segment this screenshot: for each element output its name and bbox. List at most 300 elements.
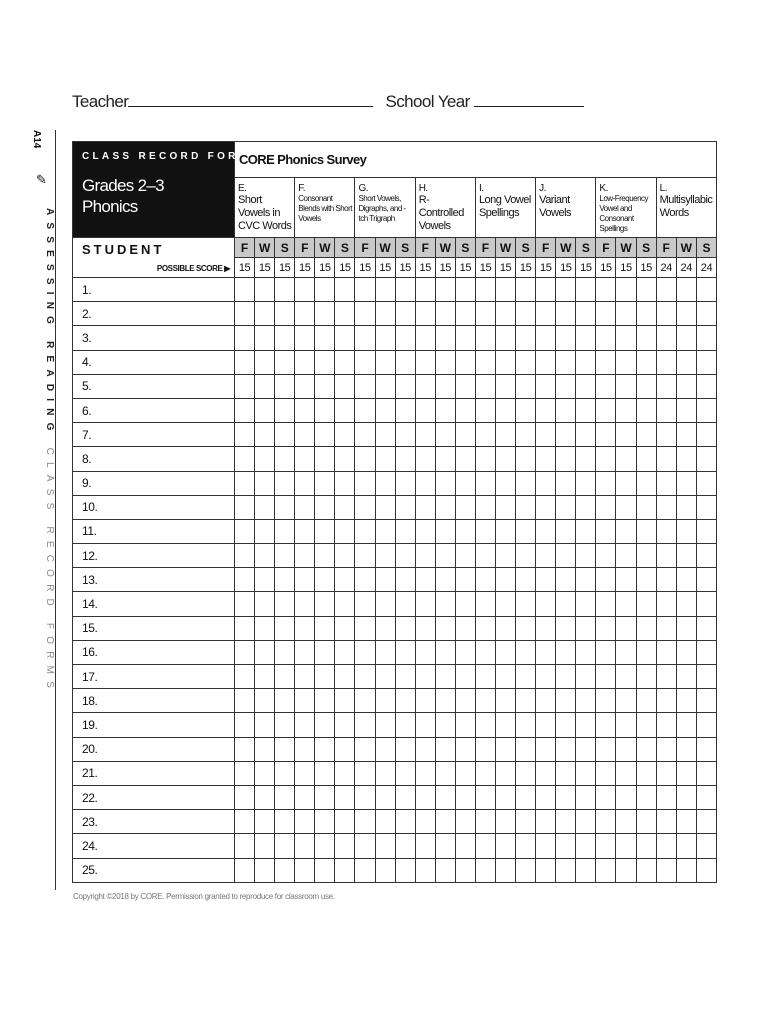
score-entry-cell[interactable] (656, 495, 676, 519)
score-entry-cell[interactable] (475, 834, 495, 858)
score-entry-cell[interactable] (656, 398, 676, 422)
score-entry-cell[interactable] (496, 689, 516, 713)
score-entry-cell[interactable] (536, 302, 556, 326)
score-entry-cell[interactable] (636, 616, 656, 640)
score-entry-cell[interactable] (516, 447, 536, 471)
score-entry-cell[interactable] (395, 665, 415, 689)
score-entry-cell[interactable] (335, 665, 355, 689)
score-entry-cell[interactable] (415, 447, 435, 471)
score-entry-cell[interactable] (355, 495, 375, 519)
score-entry-cell[interactable] (536, 278, 556, 302)
score-entry-cell[interactable] (696, 447, 716, 471)
score-entry-cell[interactable] (676, 423, 696, 447)
score-entry-cell[interactable] (636, 398, 656, 422)
score-entry-cell[interactable] (475, 592, 495, 616)
score-entry-cell[interactable] (616, 278, 636, 302)
score-entry-cell[interactable] (536, 447, 556, 471)
score-entry-cell[interactable] (656, 761, 676, 785)
score-entry-cell[interactable] (415, 592, 435, 616)
score-entry-cell[interactable] (415, 495, 435, 519)
score-entry-cell[interactable] (576, 785, 596, 809)
score-entry-cell[interactable] (496, 471, 516, 495)
score-entry-cell[interactable] (516, 423, 536, 447)
score-entry-cell[interactable] (616, 640, 636, 664)
score-entry-cell[interactable] (496, 810, 516, 834)
score-entry-cell[interactable] (235, 834, 255, 858)
score-entry-cell[interactable] (536, 737, 556, 761)
score-entry-cell[interactable] (536, 858, 556, 882)
score-entry-cell[interactable] (275, 592, 295, 616)
score-entry-cell[interactable] (656, 616, 676, 640)
score-entry-cell[interactable] (475, 568, 495, 592)
score-entry-cell[interactable] (516, 665, 536, 689)
score-entry-cell[interactable] (295, 374, 315, 398)
student-name-cell[interactable]: 23. (73, 810, 235, 834)
score-entry-cell[interactable] (516, 785, 536, 809)
score-entry-cell[interactable] (516, 544, 536, 568)
score-entry-cell[interactable] (596, 278, 616, 302)
score-entry-cell[interactable] (315, 350, 335, 374)
score-entry-cell[interactable] (556, 761, 576, 785)
score-entry-cell[interactable] (596, 810, 616, 834)
score-entry-cell[interactable] (395, 495, 415, 519)
score-entry-cell[interactable] (335, 374, 355, 398)
score-entry-cell[interactable] (576, 471, 596, 495)
score-entry-cell[interactable] (496, 544, 516, 568)
score-entry-cell[interactable] (355, 398, 375, 422)
score-entry-cell[interactable] (355, 374, 375, 398)
score-entry-cell[interactable] (616, 616, 636, 640)
score-entry-cell[interactable] (375, 858, 395, 882)
score-entry-cell[interactable] (235, 810, 255, 834)
score-entry-cell[interactable] (395, 544, 415, 568)
score-entry-cell[interactable] (616, 398, 636, 422)
score-entry-cell[interactable] (415, 544, 435, 568)
score-entry-cell[interactable] (596, 568, 616, 592)
score-entry-cell[interactable] (315, 423, 335, 447)
score-entry-cell[interactable] (375, 326, 395, 350)
score-entry-cell[interactable] (556, 495, 576, 519)
score-entry-cell[interactable] (295, 544, 315, 568)
score-entry-cell[interactable] (656, 568, 676, 592)
score-entry-cell[interactable] (455, 471, 475, 495)
score-entry-cell[interactable] (335, 640, 355, 664)
score-entry-cell[interactable] (676, 350, 696, 374)
score-entry-cell[interactable] (255, 447, 275, 471)
score-entry-cell[interactable] (375, 350, 395, 374)
score-entry-cell[interactable] (275, 640, 295, 664)
score-entry-cell[interactable] (516, 495, 536, 519)
score-entry-cell[interactable] (556, 350, 576, 374)
score-entry-cell[interactable] (255, 495, 275, 519)
score-entry-cell[interactable] (375, 665, 395, 689)
score-entry-cell[interactable] (235, 665, 255, 689)
score-entry-cell[interactable] (616, 689, 636, 713)
score-entry-cell[interactable] (656, 302, 676, 326)
score-entry-cell[interactable] (295, 785, 315, 809)
score-entry-cell[interactable] (455, 810, 475, 834)
score-entry-cell[interactable] (255, 737, 275, 761)
student-name-cell[interactable]: 6. (73, 398, 235, 422)
score-entry-cell[interactable] (315, 302, 335, 326)
score-entry-cell[interactable] (315, 785, 335, 809)
student-name-cell[interactable]: 2. (73, 302, 235, 326)
score-entry-cell[interactable] (576, 568, 596, 592)
score-entry-cell[interactable] (576, 423, 596, 447)
score-entry-cell[interactable] (556, 302, 576, 326)
score-entry-cell[interactable] (415, 858, 435, 882)
score-entry-cell[interactable] (676, 278, 696, 302)
score-entry-cell[interactable] (696, 737, 716, 761)
score-entry-cell[interactable] (375, 689, 395, 713)
score-entry-cell[interactable] (475, 471, 495, 495)
score-entry-cell[interactable] (235, 495, 255, 519)
score-entry-cell[interactable] (335, 592, 355, 616)
score-entry-cell[interactable] (496, 592, 516, 616)
score-entry-cell[interactable] (395, 302, 415, 326)
score-entry-cell[interactable] (596, 374, 616, 398)
score-entry-cell[interactable] (355, 519, 375, 543)
score-entry-cell[interactable] (395, 616, 415, 640)
score-entry-cell[interactable] (355, 689, 375, 713)
score-entry-cell[interactable] (235, 278, 255, 302)
score-entry-cell[interactable] (335, 302, 355, 326)
score-entry-cell[interactable] (455, 592, 475, 616)
score-entry-cell[interactable] (596, 713, 616, 737)
score-entry-cell[interactable] (235, 302, 255, 326)
score-entry-cell[interactable] (496, 665, 516, 689)
score-entry-cell[interactable] (536, 326, 556, 350)
score-entry-cell[interactable] (275, 616, 295, 640)
score-entry-cell[interactable] (275, 544, 295, 568)
score-entry-cell[interactable] (576, 834, 596, 858)
score-entry-cell[interactable] (596, 423, 616, 447)
score-entry-cell[interactable] (315, 761, 335, 785)
score-entry-cell[interactable] (455, 689, 475, 713)
score-entry-cell[interactable] (636, 544, 656, 568)
score-entry-cell[interactable] (496, 761, 516, 785)
score-entry-cell[interactable] (255, 785, 275, 809)
score-entry-cell[interactable] (335, 568, 355, 592)
score-entry-cell[interactable] (636, 302, 656, 326)
score-entry-cell[interactable] (475, 350, 495, 374)
score-entry-cell[interactable] (676, 519, 696, 543)
score-entry-cell[interactable] (355, 665, 375, 689)
score-entry-cell[interactable] (696, 785, 716, 809)
score-entry-cell[interactable] (676, 761, 696, 785)
score-entry-cell[interactable] (676, 737, 696, 761)
score-entry-cell[interactable] (335, 713, 355, 737)
score-entry-cell[interactable] (315, 471, 335, 495)
score-entry-cell[interactable] (536, 616, 556, 640)
score-entry-cell[interactable] (415, 398, 435, 422)
score-entry-cell[interactable] (395, 374, 415, 398)
score-entry-cell[interactable] (435, 689, 455, 713)
score-entry-cell[interactable] (315, 326, 335, 350)
score-entry-cell[interactable] (475, 447, 495, 471)
score-entry-cell[interactable] (516, 326, 536, 350)
score-entry-cell[interactable] (536, 471, 556, 495)
score-entry-cell[interactable] (355, 640, 375, 664)
score-entry-cell[interactable] (395, 423, 415, 447)
student-name-cell[interactable]: 24. (73, 834, 235, 858)
score-entry-cell[interactable] (455, 568, 475, 592)
score-entry-cell[interactable] (335, 278, 355, 302)
student-name-cell[interactable]: 20. (73, 737, 235, 761)
score-entry-cell[interactable] (415, 737, 435, 761)
score-entry-cell[interactable] (395, 592, 415, 616)
score-entry-cell[interactable] (275, 519, 295, 543)
score-entry-cell[interactable] (516, 398, 536, 422)
score-entry-cell[interactable] (295, 495, 315, 519)
score-entry-cell[interactable] (636, 374, 656, 398)
score-entry-cell[interactable] (235, 640, 255, 664)
score-entry-cell[interactable] (415, 471, 435, 495)
score-entry-cell[interactable] (435, 737, 455, 761)
score-entry-cell[interactable] (355, 810, 375, 834)
score-entry-cell[interactable] (275, 689, 295, 713)
score-entry-cell[interactable] (676, 713, 696, 737)
score-entry-cell[interactable] (335, 544, 355, 568)
teacher-blank[interactable] (128, 106, 373, 107)
score-entry-cell[interactable] (275, 785, 295, 809)
score-entry-cell[interactable] (576, 858, 596, 882)
score-entry-cell[interactable] (375, 447, 395, 471)
score-entry-cell[interactable] (235, 447, 255, 471)
score-entry-cell[interactable] (496, 640, 516, 664)
score-entry-cell[interactable] (676, 471, 696, 495)
score-entry-cell[interactable] (295, 616, 315, 640)
score-entry-cell[interactable] (255, 302, 275, 326)
score-entry-cell[interactable] (636, 640, 656, 664)
score-entry-cell[interactable] (395, 834, 415, 858)
score-entry-cell[interactable] (255, 423, 275, 447)
score-entry-cell[interactable] (355, 350, 375, 374)
score-entry-cell[interactable] (455, 544, 475, 568)
score-entry-cell[interactable] (556, 519, 576, 543)
score-entry-cell[interactable] (415, 785, 435, 809)
score-entry-cell[interactable] (335, 326, 355, 350)
score-entry-cell[interactable] (275, 834, 295, 858)
score-entry-cell[interactable] (496, 302, 516, 326)
score-entry-cell[interactable] (275, 350, 295, 374)
score-entry-cell[interactable] (556, 374, 576, 398)
score-entry-cell[interactable] (455, 423, 475, 447)
score-entry-cell[interactable] (375, 278, 395, 302)
score-entry-cell[interactable] (415, 278, 435, 302)
score-entry-cell[interactable] (315, 447, 335, 471)
score-entry-cell[interactable] (375, 592, 395, 616)
score-entry-cell[interactable] (375, 398, 395, 422)
score-entry-cell[interactable] (676, 568, 696, 592)
score-entry-cell[interactable] (475, 640, 495, 664)
score-entry-cell[interactable] (616, 495, 636, 519)
score-entry-cell[interactable] (556, 689, 576, 713)
score-entry-cell[interactable] (295, 640, 315, 664)
score-entry-cell[interactable] (415, 616, 435, 640)
score-entry-cell[interactable] (676, 544, 696, 568)
score-entry-cell[interactable] (415, 834, 435, 858)
score-entry-cell[interactable] (656, 471, 676, 495)
score-entry-cell[interactable] (455, 761, 475, 785)
score-entry-cell[interactable] (415, 350, 435, 374)
score-entry-cell[interactable] (315, 665, 335, 689)
score-entry-cell[interactable] (556, 834, 576, 858)
score-entry-cell[interactable] (275, 278, 295, 302)
score-entry-cell[interactable] (616, 761, 636, 785)
score-entry-cell[interactable] (676, 302, 696, 326)
score-entry-cell[interactable] (536, 423, 556, 447)
student-name-cell[interactable]: 1. (73, 278, 235, 302)
score-entry-cell[interactable] (536, 374, 556, 398)
score-entry-cell[interactable] (435, 834, 455, 858)
score-entry-cell[interactable] (255, 544, 275, 568)
student-name-cell[interactable]: 15. (73, 616, 235, 640)
score-entry-cell[interactable] (696, 302, 716, 326)
score-entry-cell[interactable] (455, 519, 475, 543)
score-entry-cell[interactable] (596, 495, 616, 519)
score-entry-cell[interactable] (696, 665, 716, 689)
score-entry-cell[interactable] (295, 737, 315, 761)
score-entry-cell[interactable] (355, 737, 375, 761)
score-entry-cell[interactable] (315, 834, 335, 858)
score-entry-cell[interactable] (295, 834, 315, 858)
score-entry-cell[interactable] (295, 423, 315, 447)
score-entry-cell[interactable] (355, 423, 375, 447)
score-entry-cell[interactable] (596, 761, 616, 785)
score-entry-cell[interactable] (355, 278, 375, 302)
score-entry-cell[interactable] (235, 568, 255, 592)
score-entry-cell[interactable] (576, 374, 596, 398)
score-entry-cell[interactable] (435, 785, 455, 809)
score-entry-cell[interactable] (355, 592, 375, 616)
score-entry-cell[interactable] (556, 858, 576, 882)
score-entry-cell[interactable] (275, 761, 295, 785)
student-name-cell[interactable]: 16. (73, 640, 235, 664)
score-entry-cell[interactable] (435, 858, 455, 882)
score-entry-cell[interactable] (275, 374, 295, 398)
score-entry-cell[interactable] (375, 471, 395, 495)
score-entry-cell[interactable] (395, 737, 415, 761)
score-entry-cell[interactable] (696, 689, 716, 713)
score-entry-cell[interactable] (475, 689, 495, 713)
score-entry-cell[interactable] (295, 858, 315, 882)
score-entry-cell[interactable] (696, 592, 716, 616)
score-entry-cell[interactable] (636, 592, 656, 616)
score-entry-cell[interactable] (536, 495, 556, 519)
score-entry-cell[interactable] (616, 568, 636, 592)
score-entry-cell[interactable] (335, 616, 355, 640)
score-entry-cell[interactable] (656, 592, 676, 616)
score-entry-cell[interactable] (696, 398, 716, 422)
student-name-cell[interactable]: 14. (73, 592, 235, 616)
score-entry-cell[interactable] (355, 302, 375, 326)
score-entry-cell[interactable] (656, 665, 676, 689)
score-entry-cell[interactable] (455, 737, 475, 761)
score-entry-cell[interactable] (496, 447, 516, 471)
score-entry-cell[interactable] (576, 495, 596, 519)
score-entry-cell[interactable] (275, 326, 295, 350)
score-entry-cell[interactable] (335, 834, 355, 858)
score-entry-cell[interactable] (536, 519, 556, 543)
score-entry-cell[interactable] (395, 447, 415, 471)
score-entry-cell[interactable] (355, 761, 375, 785)
score-entry-cell[interactable] (596, 616, 616, 640)
score-entry-cell[interactable] (596, 834, 616, 858)
score-entry-cell[interactable] (395, 278, 415, 302)
score-entry-cell[interactable] (355, 858, 375, 882)
score-entry-cell[interactable] (596, 302, 616, 326)
score-entry-cell[interactable] (335, 495, 355, 519)
school-year-blank[interactable] (474, 106, 584, 107)
score-entry-cell[interactable] (616, 592, 636, 616)
score-entry-cell[interactable] (295, 302, 315, 326)
score-entry-cell[interactable] (475, 495, 495, 519)
score-entry-cell[interactable] (656, 737, 676, 761)
score-entry-cell[interactable] (596, 640, 616, 664)
score-entry-cell[interactable] (516, 302, 536, 326)
score-entry-cell[interactable] (556, 326, 576, 350)
score-entry-cell[interactable] (455, 713, 475, 737)
score-entry-cell[interactable] (496, 785, 516, 809)
score-entry-cell[interactable] (496, 737, 516, 761)
score-entry-cell[interactable] (455, 495, 475, 519)
score-entry-cell[interactable] (596, 665, 616, 689)
score-entry-cell[interactable] (556, 592, 576, 616)
score-entry-cell[interactable] (596, 592, 616, 616)
score-entry-cell[interactable] (395, 640, 415, 664)
score-entry-cell[interactable] (275, 568, 295, 592)
score-entry-cell[interactable] (516, 640, 536, 664)
score-entry-cell[interactable] (395, 471, 415, 495)
score-entry-cell[interactable] (335, 519, 355, 543)
score-entry-cell[interactable] (676, 785, 696, 809)
score-entry-cell[interactable] (576, 350, 596, 374)
score-entry-cell[interactable] (475, 278, 495, 302)
score-entry-cell[interactable] (375, 834, 395, 858)
score-entry-cell[interactable] (435, 423, 455, 447)
score-entry-cell[interactable] (475, 737, 495, 761)
score-entry-cell[interactable] (455, 616, 475, 640)
score-entry-cell[interactable] (355, 616, 375, 640)
score-entry-cell[interactable] (556, 544, 576, 568)
score-entry-cell[interactable] (496, 278, 516, 302)
score-entry-cell[interactable] (516, 737, 536, 761)
score-entry-cell[interactable] (596, 519, 616, 543)
score-entry-cell[interactable] (656, 278, 676, 302)
score-entry-cell[interactable] (636, 810, 656, 834)
score-entry-cell[interactable] (636, 785, 656, 809)
score-entry-cell[interactable] (475, 761, 495, 785)
score-entry-cell[interactable] (455, 302, 475, 326)
score-entry-cell[interactable] (435, 810, 455, 834)
score-entry-cell[interactable] (335, 689, 355, 713)
score-entry-cell[interactable] (455, 640, 475, 664)
score-entry-cell[interactable] (455, 447, 475, 471)
score-entry-cell[interactable] (636, 858, 656, 882)
score-entry-cell[interactable] (435, 447, 455, 471)
score-entry-cell[interactable] (255, 278, 275, 302)
score-entry-cell[interactable] (315, 592, 335, 616)
score-entry-cell[interactable] (496, 713, 516, 737)
score-entry-cell[interactable] (375, 761, 395, 785)
score-entry-cell[interactable] (696, 278, 716, 302)
score-entry-cell[interactable] (235, 471, 255, 495)
score-entry-cell[interactable] (315, 713, 335, 737)
score-entry-cell[interactable] (355, 471, 375, 495)
score-entry-cell[interactable] (516, 350, 536, 374)
score-entry-cell[interactable] (255, 713, 275, 737)
